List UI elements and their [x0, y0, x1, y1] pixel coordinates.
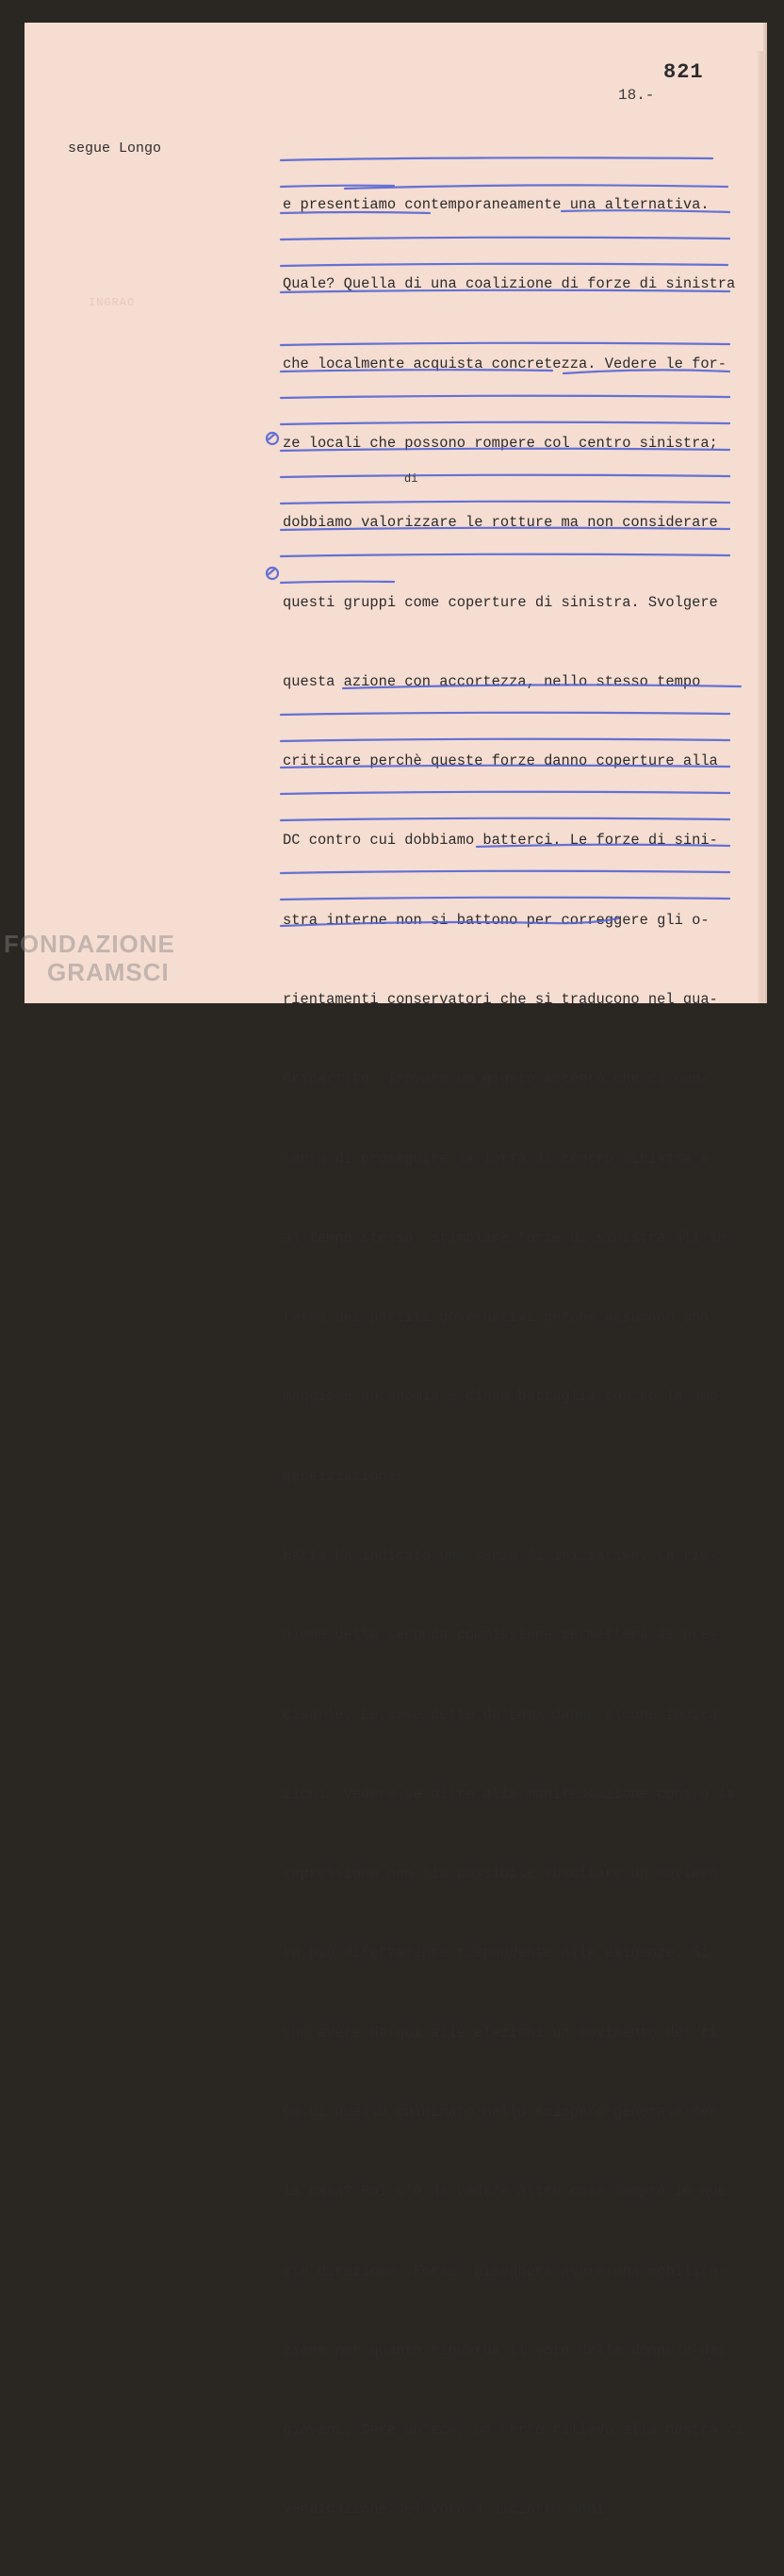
margin-mark	[267, 433, 278, 444]
text-line: rientamenti conservatori che si traducono nel qua-	[283, 991, 718, 1008]
text-line: zione per quanto riguarda il voto delle donne e dei	[283, 2341, 727, 2359]
text-line: cisarle. Le cose dette da Lama danno alcune indica	[283, 1706, 718, 1724]
text-line: Quale? Quella di una coalizione di forze di sinistra	[283, 275, 736, 293]
text-line: e presentiamo contemporaneamente una alternativa.	[283, 196, 710, 214]
text-line: criticare perchè queste forze danno coperture alla	[283, 752, 718, 770]
text-line: senta di proseguire la lotta al centro sinistra e	[283, 1149, 710, 1167]
text-line: vendicazione del voto a diciotto anni.	[283, 2501, 613, 2518]
document-page	[24, 23, 763, 2518]
text-line: ze locali che possono rompere col centro sinistra;	[283, 435, 718, 453]
watermark-line: GRAMSCI	[47, 958, 170, 986]
typewritten-body	[283, 139, 754, 2576]
folio-number: 821	[663, 60, 704, 84]
text-line: dobbiamo valorizzare le rotture ma non considerare	[283, 514, 718, 532]
page-number: 18.-	[618, 87, 655, 104]
text-line: zioni. Vedere se oltre alla manifestazione contro la	[283, 1785, 736, 1803]
text-line: po di quello culminato nello sciopero generale per	[283, 2103, 718, 2121]
text-line: sta direzione. Forse bisognerà avere una mobilita-	[283, 2262, 727, 2280]
margin-mark	[267, 568, 278, 579]
page-edge	[758, 51, 763, 1003]
speaker-label: segue Longo	[68, 140, 162, 157]
text-line: geneizzazione.	[283, 1467, 405, 1485]
text-line: dripartito. Trovare un giusto accento che ci con-	[283, 1070, 710, 1088]
watermark-logo	[4, 930, 175, 986]
text-line: terno dei partiti governativi perchè assumano una	[283, 1309, 710, 1327]
text-line: nione della seconda commissione permetterà di pre-	[283, 1627, 718, 1644]
text-line: che localmente acquista concretezza. Vedere le for-	[283, 355, 727, 372]
text-line: può avere da qui alle elezioni un movimento del ti	[283, 2023, 718, 2041]
text-line: la casa? Poi c'è da vedere altre cose sempre in que	[283, 2183, 727, 2201]
margin-mark	[269, 434, 275, 439]
margin-note: INGRAO	[89, 296, 136, 309]
watermark-line: FONDAZIONE	[4, 930, 175, 958]
margin-mark	[269, 569, 275, 574]
insertion-mark: di	[404, 472, 418, 486]
text-line: questa azione con accortezza, nello stesso tempo	[283, 672, 701, 690]
text-line: stra interne non si battono per correggere gli o-	[283, 911, 710, 929]
text-line: Natta ha indicato una serie di iniziative. La riu-	[283, 1546, 718, 1564]
text-line: repressione non sia possibile suscitare un movimen	[283, 1865, 718, 1883]
text-line: to più direttamente rispondente alle esigenze. Si	[283, 1944, 710, 1962]
text-line: al tempo stesso stimolare forze di sinistra all'in	[283, 1229, 727, 1247]
text-line: questi gruppi come coperture di sinistra. Svolgere	[283, 593, 718, 611]
text-line: DC contro cui dobbiamo batterci. Le forze di sini-	[283, 832, 718, 850]
text-line: maggiore autonomia e diano battaglia contro la omo	[283, 1388, 718, 1406]
text-line: giovani. Dare un'eco, un certo rilievo alla nostra ri	[283, 2421, 744, 2439]
